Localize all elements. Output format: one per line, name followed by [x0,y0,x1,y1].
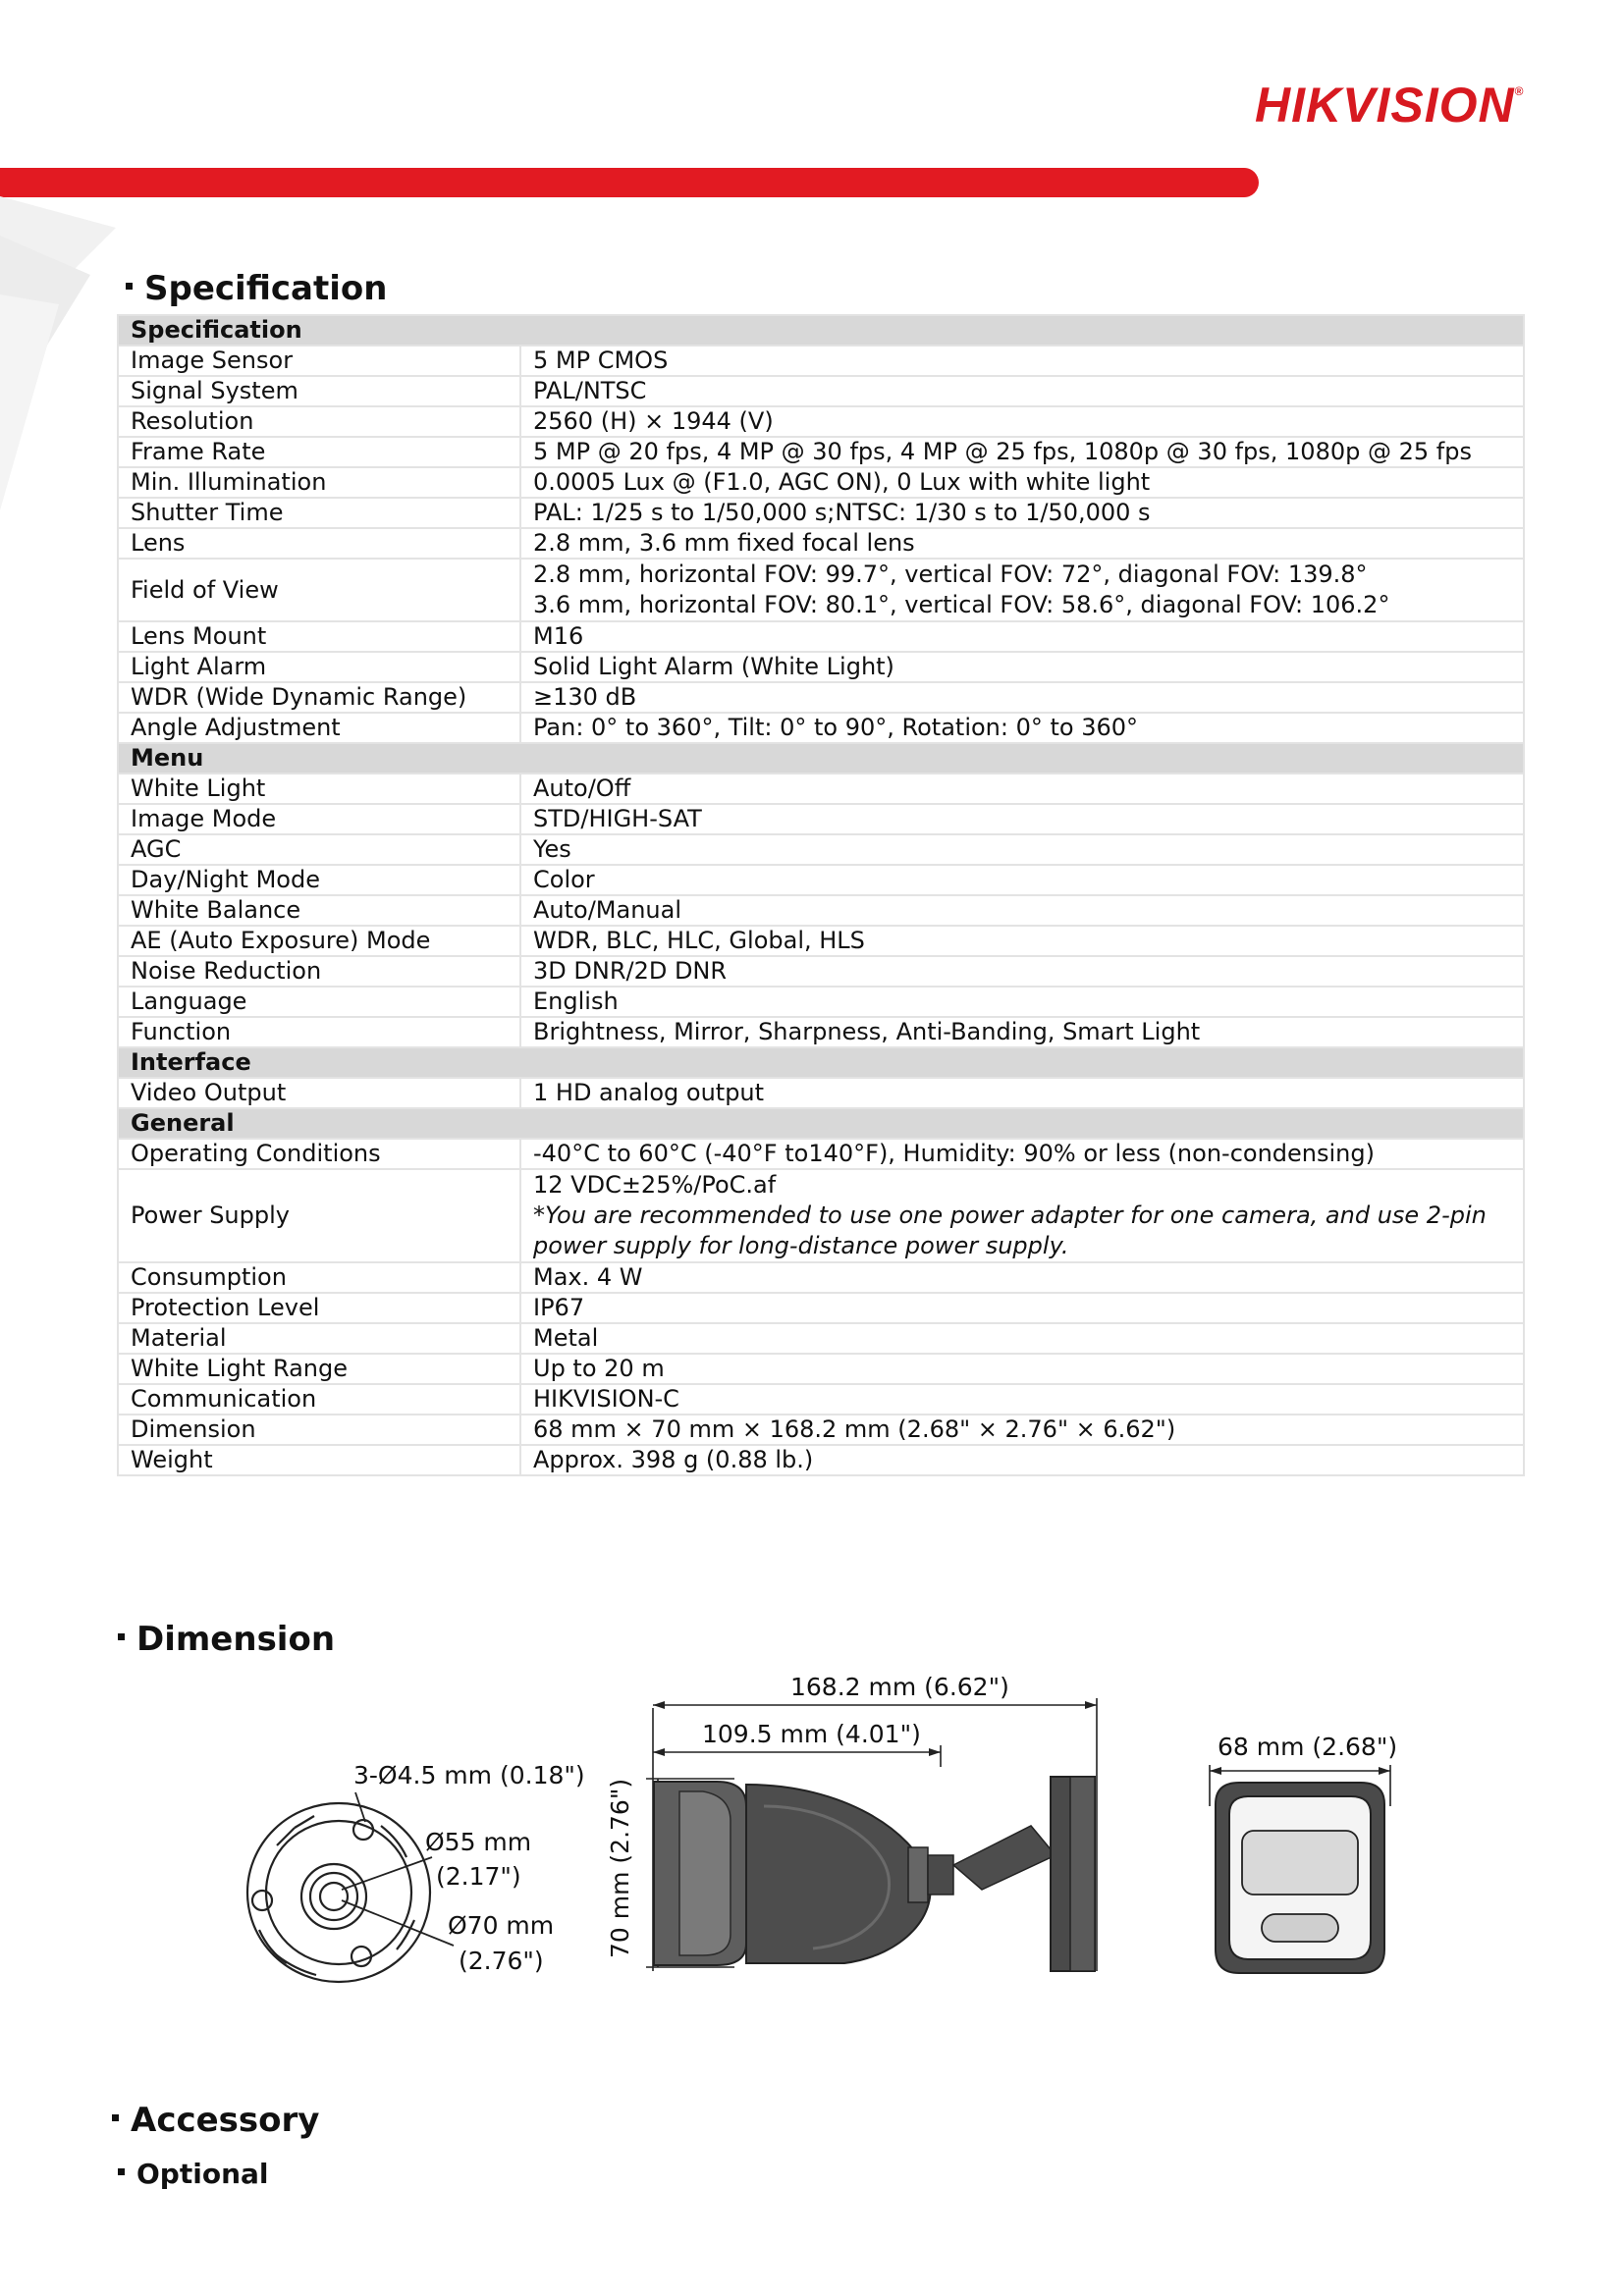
spec-value: 2.8 mm, 3.6 mm fixed focal lens [520,528,1524,559]
spec-key: AE (Auto Exposure) Mode [118,926,520,956]
spec-key: Field of View [118,559,520,621]
spec-key: Noise Reduction [118,956,520,987]
spec-value: 0.0005 Lux @ (F1.0, AGC ON), 0 Lux with white light [520,467,1524,498]
spec-key: White Balance [118,895,520,926]
table-row [118,1078,1524,1108]
outer-diameter-in: (2.76") [459,1947,544,1975]
spec-value: IP67 [520,1293,1524,1323]
spec-value: Auto/Off [520,774,1524,804]
spec-key: WDR (Wide Dynamic Range) [118,682,520,713]
table-row [118,652,1524,682]
table-row [118,1262,1524,1293]
table-row [118,834,1524,865]
table-row [118,987,1524,1017]
table-row [118,865,1524,895]
dimension-drawings [0,1659,1624,2032]
section-row [118,315,1524,346]
spec-value: PAL/NTSC [520,376,1524,406]
spec-value: Pan: 0° to 360°, Tilt: 0° to 90°, Rotation: 0° to 360° [520,713,1524,743]
total-length-label: 168.2 mm (6.62") [790,1673,1009,1701]
table-row [118,774,1524,804]
accessory-heading: Accessory [112,2101,319,2140]
spec-value: HIKVISION-C [520,1384,1524,1415]
table-row [118,926,1524,956]
table-row [118,956,1524,987]
spec-key: Protection Level [118,1293,520,1323]
spec-key: Operating Conditions [118,1139,520,1169]
spec-value: WDR, BLC, HLC, Global, HLS [520,926,1524,956]
section-label: General [118,1108,1524,1139]
table-row [118,406,1524,437]
spec-key: Angle Adjustment [118,713,520,743]
spec-note-line: power supply for long-distance power supply. [533,1232,1069,1259]
spec-key: Lens Mount [118,621,520,652]
body-length-label: 109.5 mm (4.01") [702,1720,921,1748]
spec-value [520,559,1524,621]
spec-value: Brightness, Mirror, Sharpness, Anti-Banding, Smart Light [520,1017,1524,1047]
spec-key: Day/Night Mode [118,865,520,895]
spec-value: English [520,987,1524,1017]
spec-value: M16 [520,621,1524,652]
spec-value: 68 mm × 70 mm × 168.2 mm (2.68" × 2.76" × 6.62") [520,1415,1524,1445]
table-row [118,1139,1524,1169]
width-label: 68 mm (2.68") [1218,1733,1398,1761]
table-row [118,804,1524,834]
table-row [118,621,1524,652]
spec-value [520,1169,1524,1262]
table-row [118,376,1524,406]
spec-value: 3D DNR/2D DNR [520,956,1524,987]
dimension-heading: Dimension [118,1620,335,1659]
spec-key: White Light [118,774,520,804]
spec-key: Function [118,1017,520,1047]
spec-value: 2560 (H) × 1944 (V) [520,406,1524,437]
table-row [118,1017,1524,1047]
spec-value-line: 3.6 mm, horizontal FOV: 80.1°, vertical FOV: 58.6°, diagonal FOV: 106.2° [533,591,1390,618]
outer-diameter-mm: Ø70 mm [448,1911,555,1940]
table-row [118,895,1524,926]
optional-heading: Optional [118,2158,269,2190]
spec-key: Resolution [118,406,520,437]
table-row [118,1323,1524,1354]
section-label: Interface [118,1047,1524,1078]
table-row [118,528,1524,559]
table-row [118,437,1524,467]
spec-value: ≥130 dB [520,682,1524,713]
section-label: Specification [118,315,1524,346]
specification-table [117,314,1525,1476]
spec-value: Yes [520,834,1524,865]
spec-value: Auto/Manual [520,895,1524,926]
specification-heading: Specification [126,269,387,308]
inner-diameter-in: (2.17") [436,1862,521,1891]
table-row [118,559,1524,621]
spec-value: 5 MP @ 20 fps, 4 MP @ 30 fps, 4 MP @ 25 fps, 1080p @ 30 fps, 1080p @ 25 fps [520,437,1524,467]
spec-value-line: 12 VDC±25%/PoC.af [533,1171,777,1199]
spec-value: Approx. 398 g (0.88 lb.) [520,1445,1524,1475]
spec-key: Frame Rate [118,437,520,467]
spec-key: Language [118,987,520,1017]
table-row [118,346,1524,376]
spec-key: Shutter Time [118,498,520,528]
table-row [118,1445,1524,1475]
hikvision-logo: HIKVISION® [1255,78,1525,133]
holes-label: 3-Ø4.5 mm (0.18") [353,1761,585,1789]
decorative-triangles [0,196,128,510]
spec-key: Image Mode [118,804,520,834]
table-row [118,1384,1524,1415]
spec-key: Consumption [118,1262,520,1293]
spec-value: Max. 4 W [520,1262,1524,1293]
spec-value: Solid Light Alarm (White Light) [520,652,1524,682]
spec-key: Lens [118,528,520,559]
table-row [118,1354,1524,1384]
spec-value: Up to 20 m [520,1354,1524,1384]
section-row [118,1108,1524,1139]
spec-value: Color [520,865,1524,895]
inner-diameter-mm: Ø55 mm [425,1828,532,1856]
spec-key: Video Output [118,1078,520,1108]
spec-key: Signal System [118,376,520,406]
spec-key: White Light Range [118,1354,520,1384]
spec-value: Metal [520,1323,1524,1354]
front-view-drawing [1210,1765,1390,1973]
spec-value: STD/HIGH-SAT [520,804,1524,834]
spec-value: 5 MP CMOS [520,346,1524,376]
section-row [118,1047,1524,1078]
spec-value: 1 HD analog output [520,1078,1524,1108]
table-row [118,467,1524,498]
table-row [118,682,1524,713]
section-row [118,743,1524,774]
height-label: 70 mm (2.76") [606,1778,634,1958]
spec-note-line: *You are recommended to use one power adapter for one camera, and use 2-pin [533,1201,1487,1229]
spec-value-line: 2.8 mm, horizontal FOV: 99.7°, vertical FOV: 72°, diagonal FOV: 139.8° [533,561,1368,588]
spec-key: Communication [118,1384,520,1415]
spec-key: Light Alarm [118,652,520,682]
table-row [118,713,1524,743]
spec-key: Material [118,1323,520,1354]
section-label: Menu [118,743,1524,774]
table-row [118,1415,1524,1445]
spec-key: AGC [118,834,520,865]
spec-key: Dimension [118,1415,520,1445]
base-view-drawing [247,1803,430,1982]
spec-key: Image Sensor [118,346,520,376]
spec-value: -40°C to 60°C (-40°F to140°F), Humidity: 90% or less (non-condensing) [520,1139,1524,1169]
table-row [118,1169,1524,1262]
header-red-bar [0,168,1259,197]
spec-key: Min. Illumination [118,467,520,498]
spec-value: PAL: 1/25 s to 1/50,000 s;NTSC: 1/30 s to 1/50,000 s [520,498,1524,528]
spec-key: Power Supply [118,1169,520,1262]
table-row [118,498,1524,528]
spec-key: Weight [118,1445,520,1475]
table-row [118,1293,1524,1323]
